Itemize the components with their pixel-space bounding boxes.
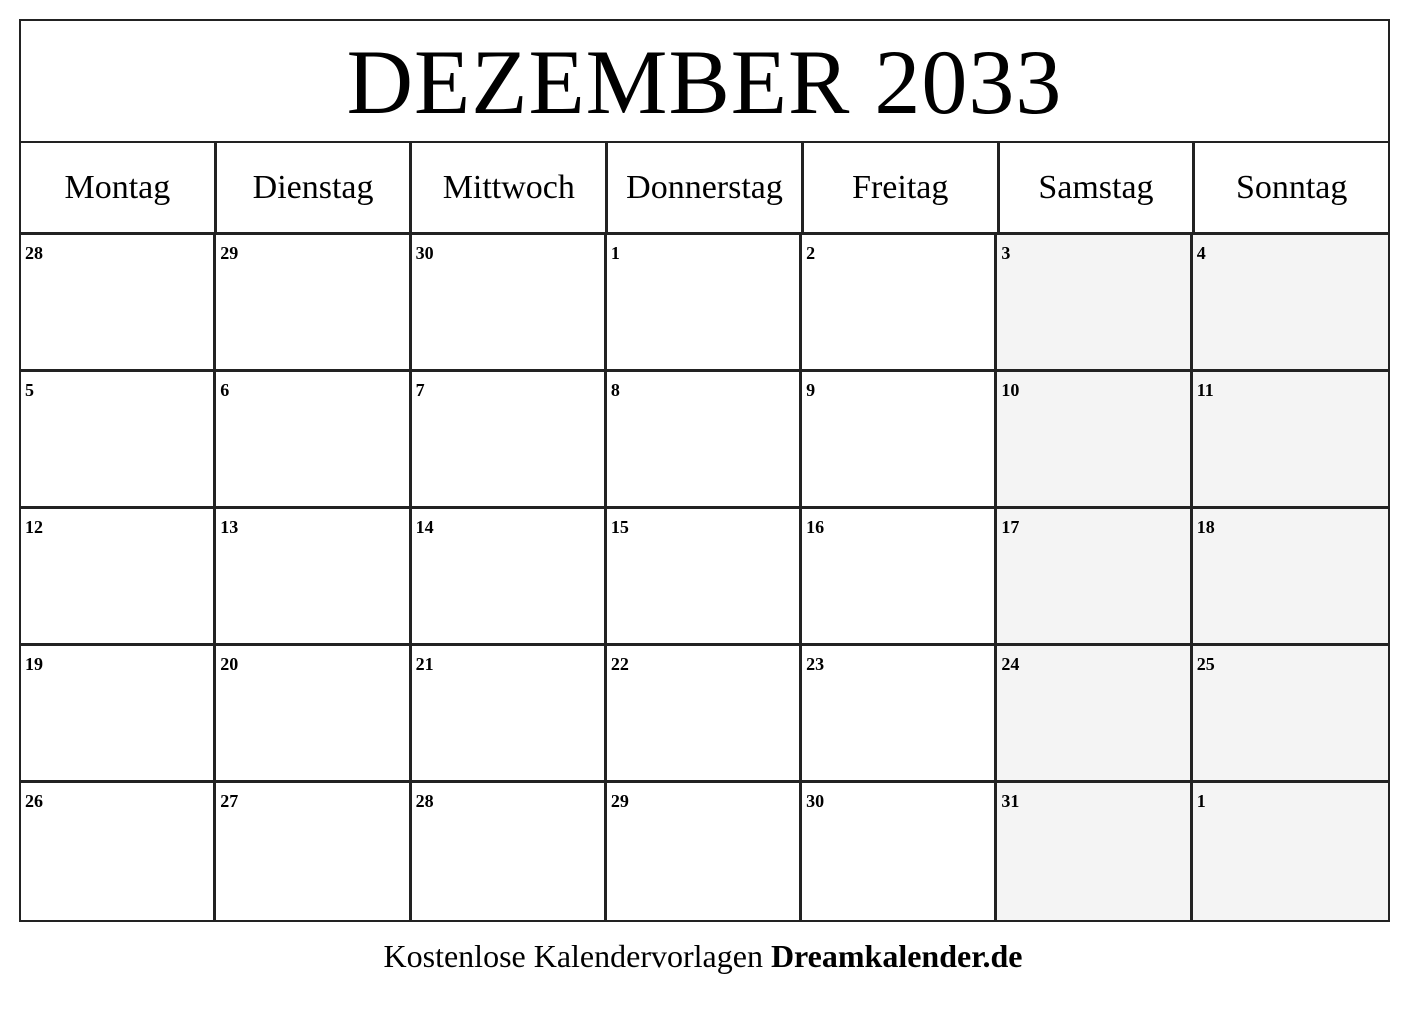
day-cell — [607, 646, 802, 783]
day-number: 23 — [806, 654, 825, 674]
footer — [0, 938, 1406, 975]
day-number: 8 — [610, 380, 620, 400]
day-cell — [997, 235, 1192, 372]
day-number: 3 — [1001, 243, 1011, 263]
day-cell — [802, 509, 997, 646]
day-number: 28 — [25, 243, 43, 263]
day-cell — [607, 372, 802, 509]
day-number: 7 — [415, 380, 425, 400]
day-number: 4 — [1196, 243, 1206, 263]
day-number: 29 — [610, 791, 629, 811]
day-cell — [216, 372, 411, 509]
day-cell — [21, 646, 216, 783]
day-number: 25 — [1196, 654, 1215, 674]
weekday-header-row — [21, 143, 1388, 235]
weekday-header: Mittwoch — [412, 143, 608, 232]
day-cell — [802, 646, 997, 783]
weekday-header: Dienstag — [217, 143, 413, 232]
weekday-header: Freitag — [804, 143, 1000, 232]
day-number: 30 — [415, 243, 434, 263]
day-cell — [1193, 235, 1388, 372]
day-number: 22 — [610, 654, 629, 674]
day-cell — [802, 372, 997, 509]
title-row — [21, 21, 1388, 143]
day-cell — [802, 783, 997, 920]
day-number: 26 — [25, 791, 43, 811]
day-cell — [412, 372, 607, 509]
day-number: 1 — [1196, 791, 1206, 811]
day-number: 16 — [806, 517, 825, 537]
day-number: 29 — [220, 243, 239, 263]
day-number: 21 — [415, 654, 434, 674]
day-number: 14 — [415, 517, 434, 537]
day-cell — [1193, 509, 1388, 646]
weekday-header: Donnerstag — [608, 143, 804, 232]
day-number: 11 — [1196, 380, 1214, 400]
day-grid — [21, 235, 1388, 920]
day-cell — [412, 235, 607, 372]
day-cell — [1193, 646, 1388, 783]
day-number: 19 — [25, 654, 43, 674]
day-number: 9 — [806, 380, 816, 400]
day-number: 5 — [25, 380, 34, 400]
day-cell — [412, 783, 607, 920]
day-cell — [21, 783, 216, 920]
day-number: 27 — [220, 791, 239, 811]
day-number: 20 — [220, 654, 239, 674]
day-cell — [997, 509, 1192, 646]
day-cell — [997, 646, 1192, 783]
day-cell — [216, 783, 411, 920]
day-number: 12 — [25, 517, 43, 537]
day-cell — [216, 509, 411, 646]
day-number: 24 — [1001, 654, 1020, 674]
day-number: 17 — [1001, 517, 1020, 537]
day-number: 28 — [415, 791, 434, 811]
day-cell — [607, 235, 802, 372]
day-number: 13 — [220, 517, 239, 537]
footer-brand: Dreamkalender.de — [770, 938, 1023, 974]
day-number: 18 — [1196, 517, 1215, 537]
day-cell — [997, 783, 1192, 920]
day-number: 30 — [806, 791, 825, 811]
day-number: 2 — [806, 243, 816, 263]
day-number: 1 — [610, 243, 620, 263]
day-number: 10 — [1001, 380, 1020, 400]
weekday-header: Samstag — [1000, 143, 1196, 232]
day-number: 6 — [220, 380, 230, 400]
day-cell — [802, 235, 997, 372]
calendar — [19, 19, 1390, 922]
day-cell — [997, 372, 1192, 509]
day-cell — [607, 783, 802, 920]
calendar-title: DEZEMBER 2033 — [346, 31, 1063, 133]
day-cell — [412, 646, 607, 783]
day-cell — [607, 509, 802, 646]
day-number: 15 — [610, 517, 629, 537]
day-cell — [21, 372, 216, 509]
weekday-header: Sonntag — [1235, 168, 1348, 206]
footer-text: Kostenlose Kalendervorlagen — [383, 938, 763, 974]
day-number: 31 — [1001, 791, 1020, 811]
day-cell — [21, 509, 216, 646]
day-cell — [412, 509, 607, 646]
weekday-header: Montag — [21, 143, 217, 232]
day-cell — [216, 235, 411, 372]
day-cell — [21, 235, 216, 372]
day-cell — [216, 646, 411, 783]
day-cell — [1193, 372, 1388, 509]
day-cell — [1193, 783, 1388, 920]
